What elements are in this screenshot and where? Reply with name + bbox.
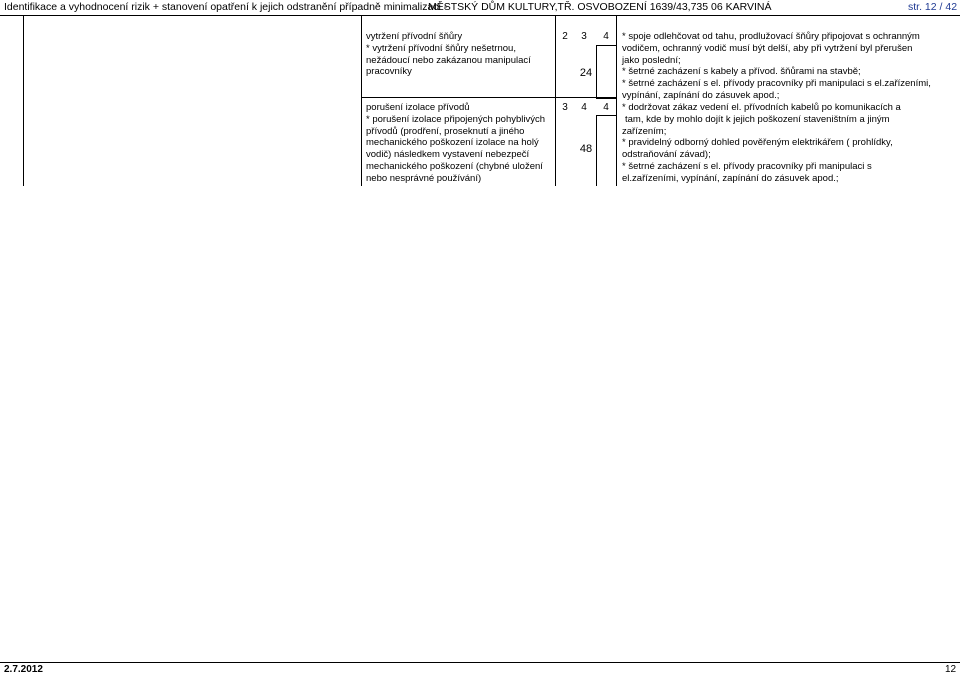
measure-line: * šetrné zacházení s kabely a přívod. šňůrami na stavbě; xyxy=(622,66,861,78)
hazard-line: vodič) následkem vystavení nebezpečí xyxy=(366,149,530,161)
severity-value: 4 xyxy=(603,102,609,113)
measure-line: zařízením; xyxy=(622,125,667,137)
page-footer xyxy=(0,662,960,675)
measure-line: vypínání, zapínání do zásuvek apod.; xyxy=(622,89,780,101)
measures-cell xyxy=(622,102,901,185)
measure-line: * šetrné zacházení s el. přívody pracovníky při manipulaci s el.zařízeními, xyxy=(622,78,931,90)
risk-box-2-bottom-ref xyxy=(596,98,616,99)
hazard-title: vytržení přívodní šňůry xyxy=(366,31,463,42)
measure-line: el.zařízeními, vypínání, zapínání do zásuvek apod.; xyxy=(622,172,839,184)
hazard-line: mechanického poškození izolace na holý xyxy=(366,137,539,149)
measure-line: jako poslední; xyxy=(622,54,681,66)
detection-value: 4 xyxy=(581,102,587,113)
col-divider-hazard xyxy=(361,16,362,186)
detection-value: 3 xyxy=(581,31,587,42)
row-divider xyxy=(361,97,616,98)
probability-value: 3 xyxy=(562,102,568,113)
page-header xyxy=(0,0,960,16)
hazard-line: * vytržení přívodní šňůry nešetrnou, xyxy=(366,42,516,54)
header-page-indicator: str. 12 / 42 xyxy=(908,1,958,13)
footer-date: 2.7.2012 xyxy=(4,664,43,675)
col-divider-measures xyxy=(616,16,617,186)
hazard-line: nežádoucí nebo zakázanou manipulací xyxy=(366,54,531,66)
col-divider-left xyxy=(23,16,24,186)
risk-box-1-top xyxy=(596,45,616,46)
risk-score: 48 xyxy=(579,143,593,155)
hazard-line: nebo nesprávné používání) xyxy=(366,172,482,184)
hazard-line: * porušení izolace připojených pohyblivých xyxy=(366,113,546,125)
measure-line: * dodržovat zákaz vedení el. přívodních kabelů po komunikacích a xyxy=(622,102,901,113)
measures-cell xyxy=(622,31,931,102)
risk-score: 24 xyxy=(579,67,593,79)
severity-value: 4 xyxy=(603,31,609,42)
hazard-cell xyxy=(366,31,531,78)
hazard-title: porušení izolace přívodů xyxy=(366,102,470,113)
measure-line: odstraňování závad); xyxy=(622,149,711,161)
hazard-line: pracovníky xyxy=(366,66,412,78)
measure-line: * šetrné zacházení s el. přívody pracovníky při manipulaci s xyxy=(622,160,872,172)
risk-box-2-top xyxy=(596,115,616,116)
col-divider-p xyxy=(555,16,556,186)
hazard-cell xyxy=(366,102,545,185)
footer-page-number: 12 xyxy=(945,664,957,675)
probability-value: 2 xyxy=(562,31,568,42)
hazard-line: mechanického poškození (chybné uložení xyxy=(366,160,543,172)
measure-line: * pravidelný odborný dohled pověřeným elektrikářem ( prohlídky, xyxy=(622,137,893,149)
header-document-title: Identifikace a vyhodnocení rizik + stanovení opatření k jejich odstranění případně minimalizaci - xyxy=(4,1,448,13)
hazard-line: přívodů (prodření, proseknutí a jiného xyxy=(366,125,525,137)
measure-line: vodičem, ochranný vodič musí být delší, aby při vytržení byl přerušen xyxy=(622,42,913,54)
measure-line: tam, kde by mohlo dojít k jejich poškození staveništním a jiným xyxy=(625,113,890,125)
measure-line: * spoje odlehčovat od tahu, prodlužovací šňůry připojovat s ochranným xyxy=(622,31,920,42)
header-site-name: MĚSTSKÝ DŮM KULTURY,TŘ. OSVOBOZENÍ 1639/43,735 06 KARVINÁ xyxy=(428,1,772,13)
